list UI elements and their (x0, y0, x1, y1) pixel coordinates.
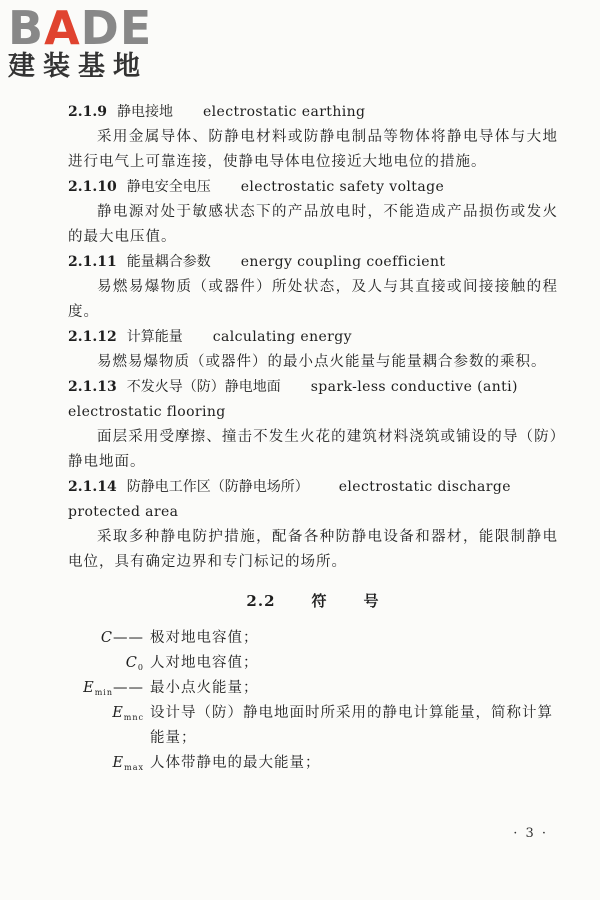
term-heading: 2.1.11 能量耦合参数 energy coupling coefficient (68, 254, 446, 270)
symbol-description: 人体带静电的最大能量； (150, 755, 321, 771)
term-heading: 2.1.12 计算能量 calculating energy (68, 329, 352, 345)
symbol-row (68, 651, 558, 676)
symbol: $E_{max}$ (112, 755, 144, 772)
term-entry (68, 250, 558, 325)
term-entry (68, 325, 558, 375)
symbol-row (68, 676, 558, 701)
term-definition: 面层采用受摩擦、撞击不发生火花的建筑材料浇筑或铺设的导（防）静电地面。 (68, 429, 558, 470)
symbol-description: 极对地电容值； (150, 630, 259, 646)
symbol-description: 设计导（防）静电地面时所采用的静电计算能量，简称计算能量； (150, 705, 553, 746)
symbol: $E_{mnc}$ (112, 705, 144, 722)
document-body (68, 100, 558, 776)
symbol: $C_0$ (125, 655, 144, 672)
logo-wordmark: BADE (8, 1, 153, 55)
section-heading: 2.2 符 号 (246, 592, 380, 610)
term-heading: 2.1.9 静电接地 electrostatic earthing (68, 104, 366, 120)
term-definition: 采取多种静电防护措施，配备各种防静电设备和器材，能限制静电电位，具有确定边界和专门标记的场所。 (68, 529, 558, 570)
page-number: · 3 · (513, 826, 548, 841)
bade-logo (8, 1, 178, 84)
symbol: C—— (100, 630, 144, 646)
symbol-row (68, 751, 558, 776)
term-entry (68, 175, 558, 250)
symbol-description: 人对地电容值； (150, 655, 259, 671)
term-heading: 2.1.14 防静电工作区（防静电场所） electrostatic discharge protected area (68, 479, 511, 520)
symbol-description: 最小点火能量； (150, 680, 259, 696)
logo-subtitle: 建装基地 (8, 51, 148, 82)
symbol-row (68, 701, 558, 751)
term-definition: 采用金属导体、防静电材料或防静电制品等物体将静电导体与大地进行电气上可靠连接，使静电导体电位接近大地电位的措施。 (68, 129, 558, 170)
symbol-row (68, 626, 558, 651)
term-heading: 2.1.10 静电安全电压 electrostatic safety voltage (68, 179, 445, 195)
symbol-list (68, 626, 558, 776)
term-entry (68, 475, 558, 575)
term-definition: 易燃易爆物质（或器件）所处状态，及人与其直接或间接接触的程度。 (68, 279, 558, 320)
term-entry (68, 100, 558, 175)
term-definition: 静电源对处于敏感状态下的产品放电时，不能造成产品损伤或发火的最大电压值。 (68, 204, 558, 245)
term-heading: 2.1.13 不发火导（防）静电地面 spark-less conductive (anti) electrostatic flooring (68, 379, 518, 420)
symbol: $E_{min}——$ (83, 680, 144, 697)
term-definition: 易燃易爆物质（或器件）的最小点火能量与能量耦合参数的乘积。 (97, 354, 547, 370)
term-entry (68, 375, 558, 475)
